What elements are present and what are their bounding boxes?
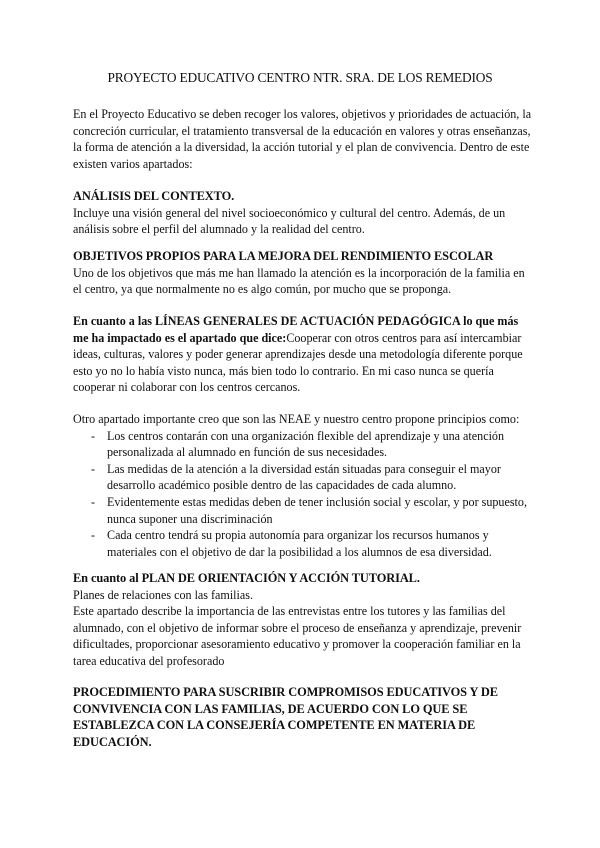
document-title: PROYECTO EDUCATIVO CENTRO NTR. SRA. DE LOS REMEDIOS <box>107 70 493 85</box>
intro-section <box>73 106 533 172</box>
lineas-paragraph <box>73 313 533 396</box>
list-item <box>73 461 533 494</box>
list-item-text: Las medidas de la atención a la diversidad están situadas para conseguir el mayor desarrollo académico posible dentro de las capacidades de cada alumno. <box>107 461 501 493</box>
list-item-text: Evidentemente estas medidas deben de tener inclusión social y escolar, y por supuesto, nunca suponer una discriminación <box>107 494 527 526</box>
contexto-section <box>73 188 533 238</box>
neae-intro: Otro apartado importante creo que son las NEAE y nuestro centro propone principios como: <box>73 412 520 426</box>
objetivos-section <box>73 248 533 298</box>
procedimiento-section <box>73 684 533 750</box>
list-item-text: Cada centro tendrá su propia autonomía para organizar los recursos humanos y materiales con el objetivo de dar la posibilidad a los alumnos de esa diversidad. <box>107 528 492 559</box>
bullet-dash: - <box>91 461 96 476</box>
plan-heading: En cuanto al PLAN DE ORIENTACIÓN Y ACCIÓN TUTORIAL. <box>73 571 420 585</box>
neae-principles-list <box>73 428 533 561</box>
contexto-paragraph: Incluye una visión general del nivel socioeconómico y cultural del centro. Además, de un análisis sobre el perfil del alumnado y la realidad del centro. <box>73 205 506 237</box>
lineas-section <box>73 313 533 396</box>
list-item <box>73 527 533 560</box>
bullet-dash: - <box>91 428 96 443</box>
procedimiento-heading: PROCEDIMIENTO PARA SUSCRIBIR COMPROMISOS EDUCATIVOS Y DE CONVIVENCIA CON LAS FAMILIAS, DE ACUERDO CON LO QUE SE ESTABLEZCA CON LA CONSEJERÍA COMPETENTE EN MATERIA DE EDUCACIÓN. <box>73 685 498 749</box>
lineas-heading: En cuanto a las LÍNEAS GENERALES DE ACTUACIÓN PEDAGÓGICA lo que más me ha impactado es el apartado que dice: <box>73 314 519 345</box>
neae-section <box>73 411 533 560</box>
objetivos-paragraph: Uno de los objetivos que más me han llamado la atención es la incorporación de la familia en el centro, ya que normalmente no es algo común, por mucho que se proponga. <box>73 265 525 297</box>
bullet-dash: - <box>91 528 96 543</box>
plan-subheading: Planes de relaciones con las familias. <box>73 587 254 602</box>
bullet-dash: - <box>91 494 96 509</box>
contexto-heading: ANÁLISIS DEL CONTEXTO. <box>73 189 235 203</box>
list-item-text: Los centros contarán con una organización flexible del aprendizaje y una atención personalizada al alumnado en función de sus necesidades. <box>107 428 505 460</box>
intro-paragraph: En el Proyecto Educativo se deben recoger los valores, objetivos y prioridades de actuación, la concreción curricular, el tratamiento transversal de la educación en valores y otras enseñanzas, la forma de atención a la diversidad, la acción tutorial y el plan de convivencia. Dentro de este existen varios apartados: <box>73 107 532 171</box>
list-item <box>73 494 533 527</box>
objetivos-heading: OBJETIVOS PROPIOS PARA LA MEJORA DEL RENDIMIENTO ESCOLAR <box>73 249 494 263</box>
list-item <box>73 428 533 461</box>
plan-section <box>73 570 533 670</box>
plan-paragraph: Este apartado describe la importancia de las entrevistas entre los tutores y las familias del alumnado, con el objetivo de informar sobre el proceso de enseñanza y aprendizaje, prevenir dificultades, proporcionar asesoramiento educativo y promover la cooperación familiar en la tarea educativa del profesorado <box>73 604 522 668</box>
lineas-text: Cooperar con otros centros para así intercambiar ideas, culturas, valores y poder generar aprendizajes desde una metodología diferente porque esto yo no lo había visto nunca, más bien todo lo contrario. En mi caso nunca se quería cooperar ni colaborar con los centros cercanos. <box>73 330 523 395</box>
